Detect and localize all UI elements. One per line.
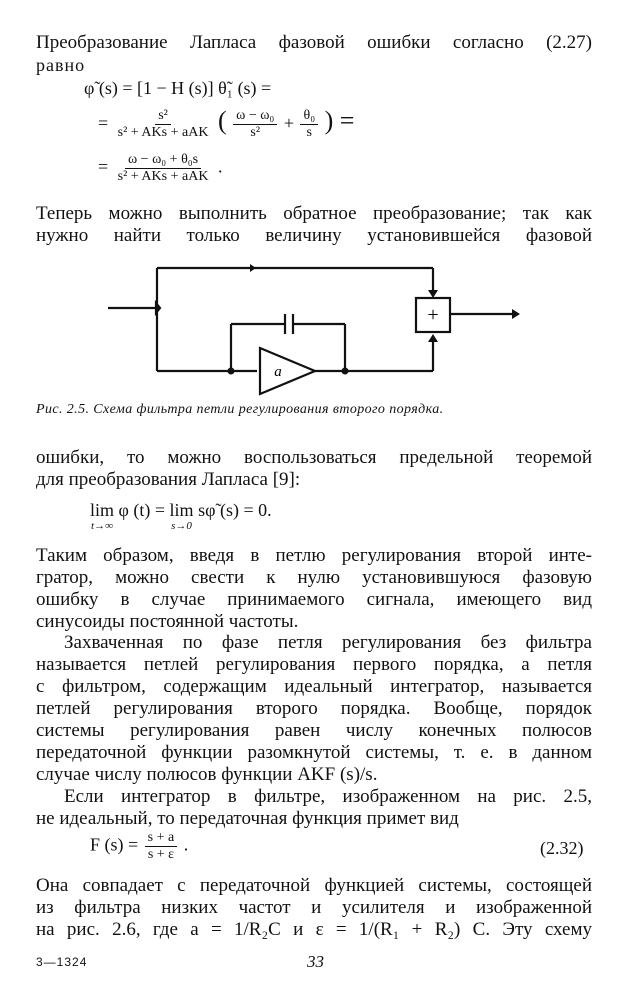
text-line: называется петлей регулирования первого порядка, а петля [36, 654, 592, 675]
equation-limit [90, 500, 272, 531]
fraction-numerator: ω − ω₀ [233, 108, 277, 125]
fraction [115, 108, 212, 141]
period: . [217, 156, 223, 177]
text-line: на рис. 2.6, где a = 1/R₂C и ε = 1/(R₁ + R₂) C. Эту схему [36, 919, 592, 940]
limit-operator [170, 500, 194, 531]
paragraph-nonideal [36, 786, 592, 830]
paragraph-intro [36, 32, 592, 76]
figure-caption: Рис. 2.5. Схема фильтра петли регулирования второго порядка. [36, 402, 444, 417]
fraction-denominator: s² + AKs + aAK [117, 169, 209, 184]
limit-end: sφ̃ (s) = 0. [198, 500, 272, 520]
period: . [183, 834, 189, 855]
f-lhs: F (s) = [90, 834, 139, 855]
fraction [300, 108, 318, 141]
equation-transfer-function [90, 830, 188, 863]
paragraph-lowpass [36, 875, 592, 941]
text-line: для преобразования Лапласа [9]: [36, 469, 301, 490]
lim-word: lim [169, 500, 194, 520]
junction-dot [228, 368, 235, 375]
junction-dot [342, 368, 349, 375]
text-line: гратор, можно свести к нулю установившуюся фазовую [36, 567, 592, 588]
output-arrow [512, 309, 520, 319]
amplifier-triangle [260, 348, 315, 394]
sum-input-arrow-top [428, 290, 438, 298]
lim-word: lim [90, 500, 115, 520]
paragraph-inverse-transform [36, 203, 592, 247]
fraction-numerator: θ₀ [300, 108, 318, 125]
paragraph-conclusion [36, 545, 592, 633]
fraction-numerator: ω − ω₀ + θ₀s [125, 152, 201, 169]
sum-input-arrow-bottom [428, 334, 438, 342]
paragraph-loop-order [36, 632, 592, 786]
limit-operator [90, 500, 114, 531]
paren-close: ) = [324, 106, 355, 135]
text-line: Если интегратор в фильтре, изображенном на рис. 2.5, [64, 786, 592, 807]
paragraph-limit-theorem [36, 447, 592, 491]
text-line: не идеальный, то передаточная функция примет вид [36, 808, 459, 829]
text-line: с фильтром, содержащим идеальный интегратор, называется [36, 676, 592, 697]
text-line: Она совпадает с передаточной функцией системы, состоящей [36, 875, 592, 896]
fraction-numerator: s + a [145, 830, 178, 847]
paren-open: ( [217, 106, 227, 135]
text-line: синусоиды постоянной частоты. [36, 611, 299, 632]
text-line: Таким образом, введя в петлю регулирования второй инте- [36, 545, 592, 566]
fraction-denominator: s² + AKs + aAK [117, 125, 209, 141]
fraction-numerator: s² [155, 108, 171, 125]
lim-subscript: t→∞ [91, 520, 113, 532]
amplifier-label: a [274, 364, 282, 380]
limit-middle: φ (t) = [118, 500, 166, 520]
equation-phase-line2 [98, 106, 354, 141]
fraction-denominator: s² [250, 125, 261, 141]
bypass-arrow [250, 264, 256, 272]
fraction [233, 108, 277, 141]
text-line: ошибки, то можно воспользоваться предельной теоремой [36, 447, 592, 468]
fraction-denominator: s + ε [147, 847, 175, 862]
fraction [145, 830, 178, 863]
printer-signature: 3—1324 [36, 955, 88, 969]
lim-subscript: s→0 [171, 520, 192, 532]
text-line: передаточной функции разомкнутой системы, т. е. в данном [36, 742, 592, 763]
text-line: равно [36, 55, 86, 75]
text-line: из фильтра низких частот и усилителя и изображенной [36, 897, 592, 918]
fraction [115, 152, 212, 185]
filter-diagram [100, 256, 540, 396]
equals-sign: = [98, 113, 109, 133]
text-line: нужно найти только величину установившейся фазовой [36, 225, 592, 246]
equals-sign: = [98, 156, 109, 177]
text-line: случае числу полюсов функции AKF (s)/s. [36, 764, 378, 785]
text-line: Преобразование Лапласа фазовой ошибки согласно (2.27) [36, 32, 592, 53]
plus-sign: + [283, 113, 294, 133]
text-line: ошибку в случае принимаемого сигнала, имеющего вид [36, 589, 592, 610]
page-number: 33 [307, 952, 324, 971]
text-line: системы регулирования равен числу конечных полюсов [36, 720, 592, 741]
equation-phase-line3 [98, 152, 222, 185]
equation-phase-line1: φ̃ (s) = [1 − H (s)] θ̃₁ (s) = [84, 78, 272, 98]
text-line: Захваченная по фазе петля регулирования без фильтра [64, 632, 592, 653]
fraction-denominator: s [306, 125, 312, 141]
equation-number: (2.32) [540, 838, 584, 858]
text-line: Теперь можно выполнить обратное преобразование; так как [36, 203, 592, 224]
sum-label: + [427, 304, 439, 326]
text-line: петлей регулирования второго порядка. Вообще, порядок [36, 698, 592, 719]
